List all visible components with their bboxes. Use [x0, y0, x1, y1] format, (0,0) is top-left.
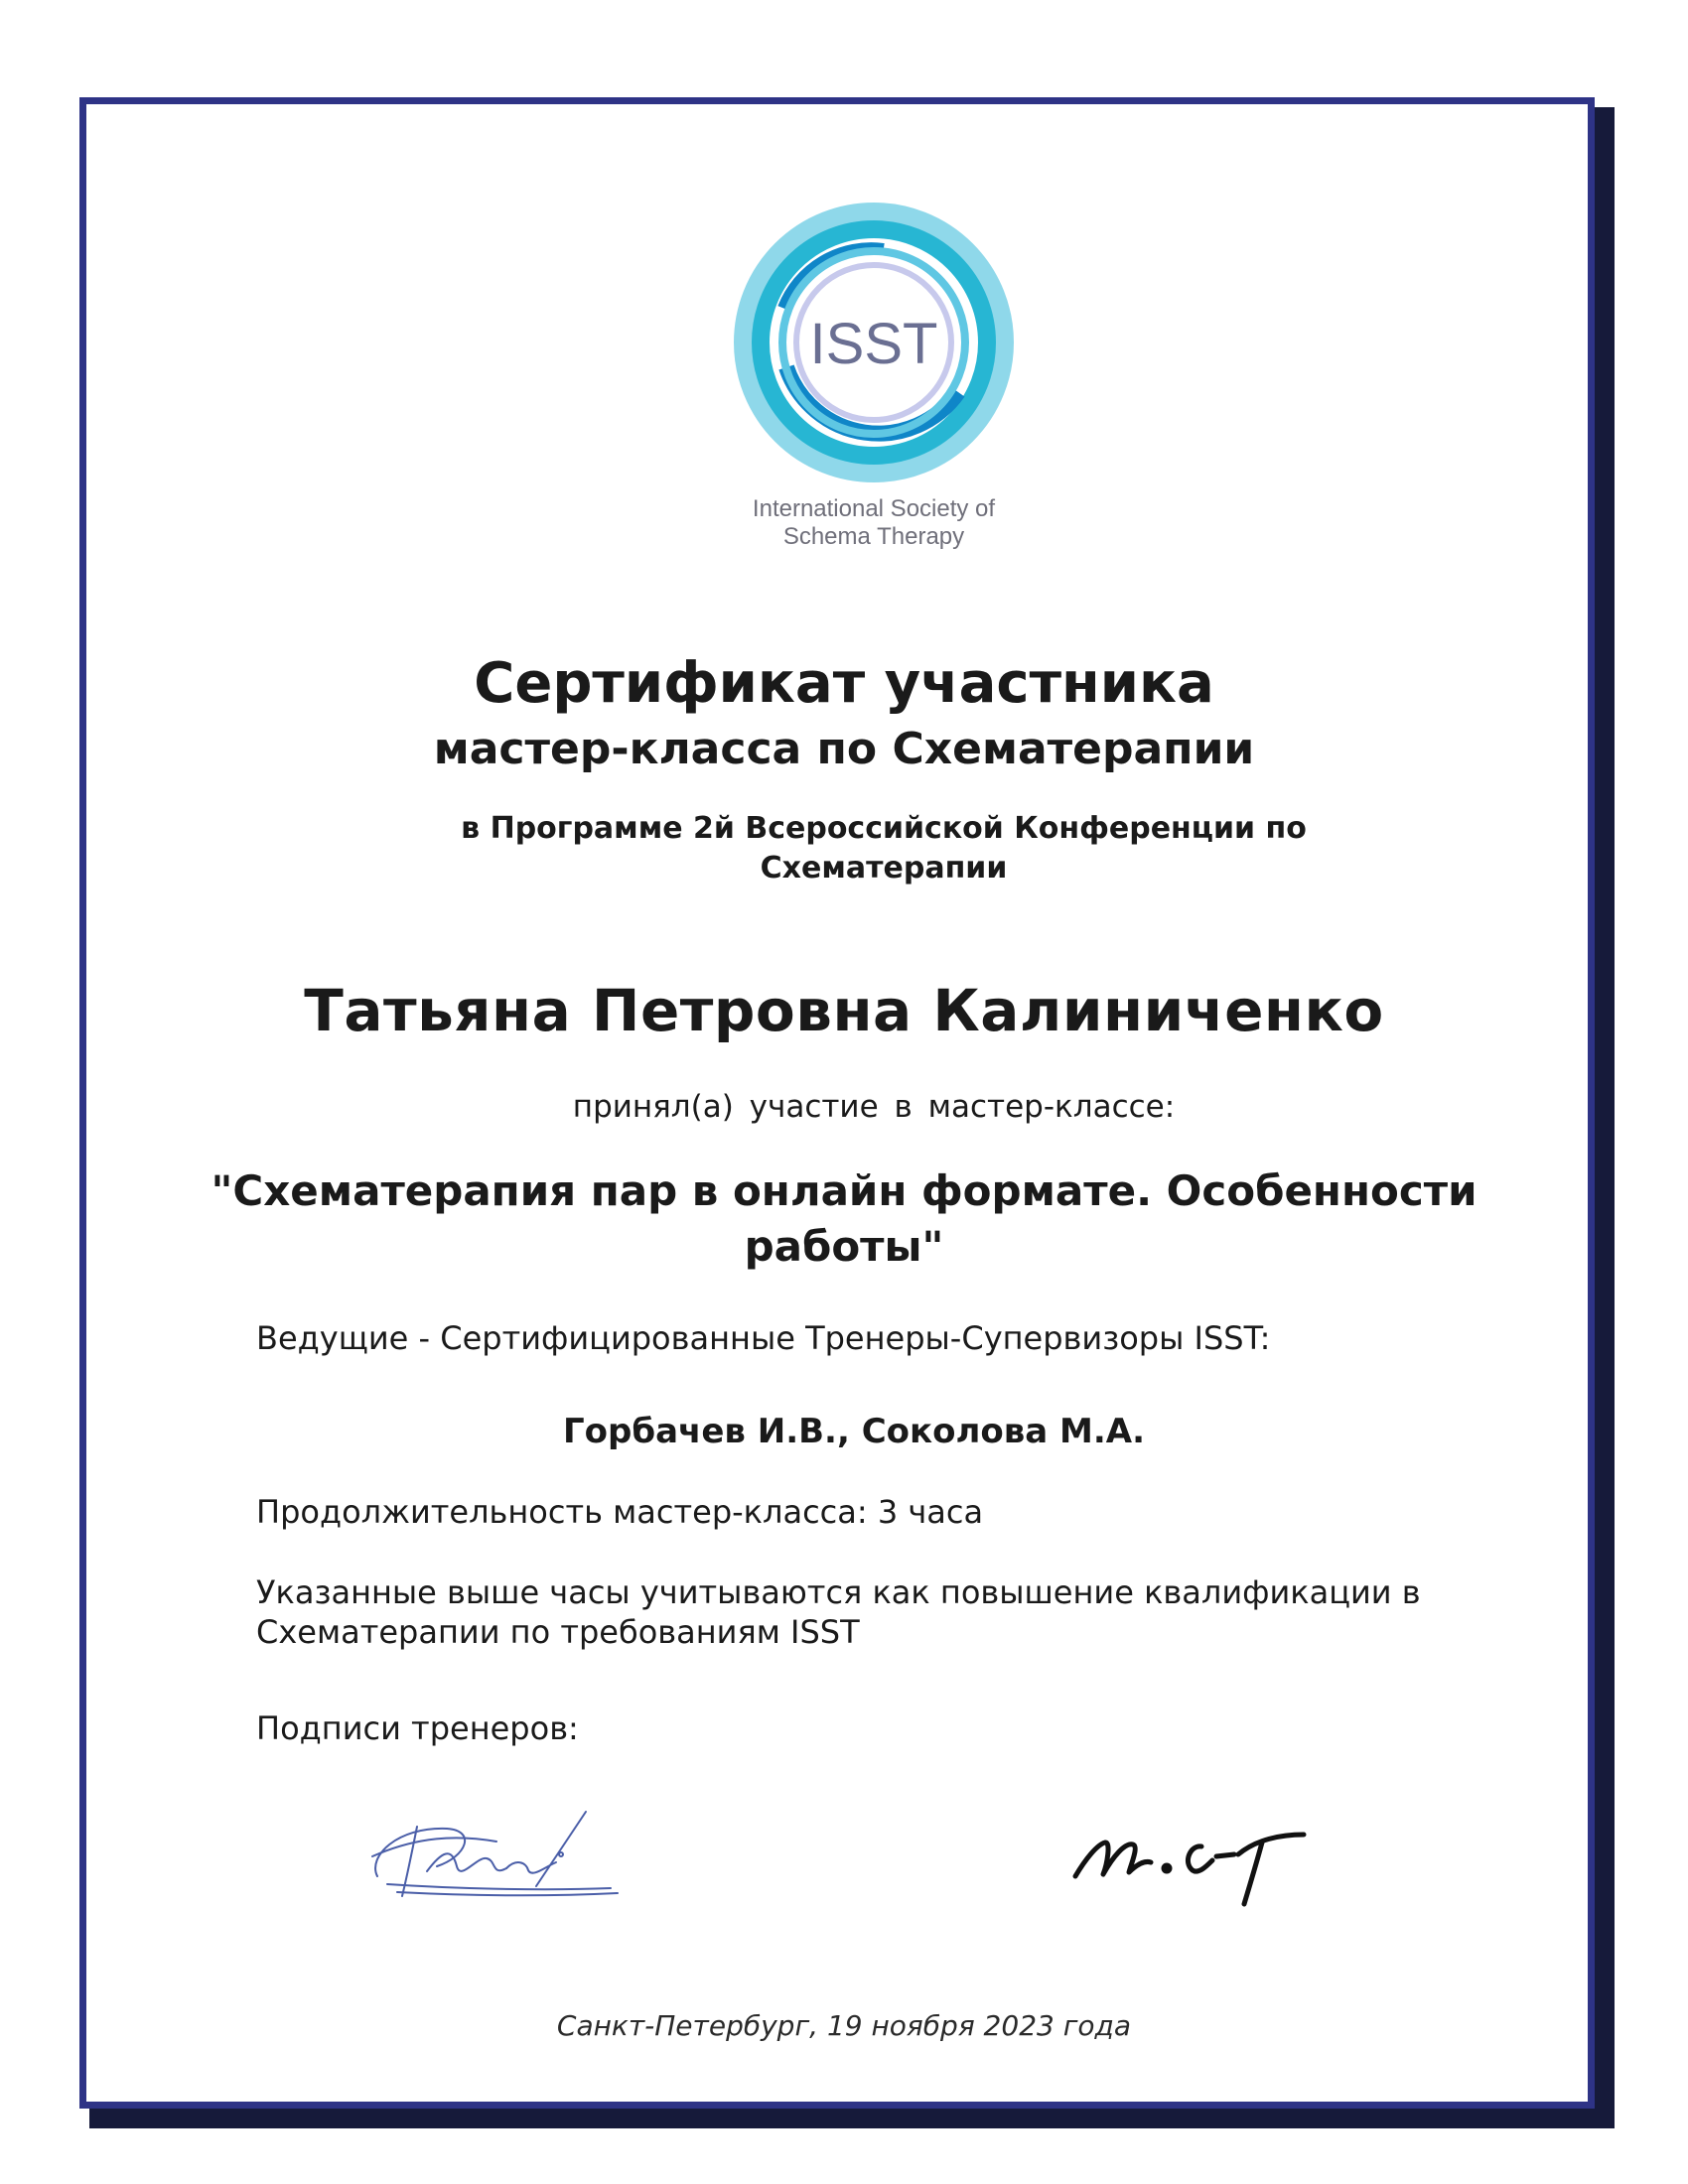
isst-logo	[725, 199, 1023, 566]
certificate-subtitle: мастер-класса по Схематерапии	[433, 724, 1255, 774]
duration-text: Продолжительность мастер-класса: 3 часа	[256, 1493, 984, 1531]
logo-org-line1: International Society of	[752, 495, 996, 522]
signatures-label: Подписи тренеров:	[256, 1709, 579, 1747]
program-line: в Программе 2й Всероссийской Конференции по Схематерапии	[461, 811, 1307, 886]
signature-gorbachev	[357, 1797, 626, 1906]
qualification-note: Указанные выше часы учитываются как повышение квалификации в Схематерапии по требованиям ISST	[256, 1573, 1421, 1651]
masterclass-topic: "Схематерапия пар в онлайн формате. Особенности работы"	[211, 1166, 1477, 1271]
participant-name: Татьяна Петровна Калиниченко	[304, 977, 1384, 1044]
participation-text: принял(а) участие в мастер-классе:	[572, 1089, 1176, 1125]
trainer-names: Горбачев И.В., Соколова М.А.	[562, 1412, 1146, 1451]
signature-sokolova	[1067, 1805, 1316, 1914]
logo-org-line2: Schema Therapy	[782, 523, 965, 550]
leaders-label: Ведущие - Сертифицированные Тренеры-Супервизоры ISST:	[256, 1319, 1271, 1357]
logo-acronym: ISST	[809, 312, 938, 376]
place-and-date: Санкт-Петербург, 19 ноября 2023 года	[556, 2009, 1132, 2042]
certificate-title: Сертификат участника	[474, 651, 1214, 716]
